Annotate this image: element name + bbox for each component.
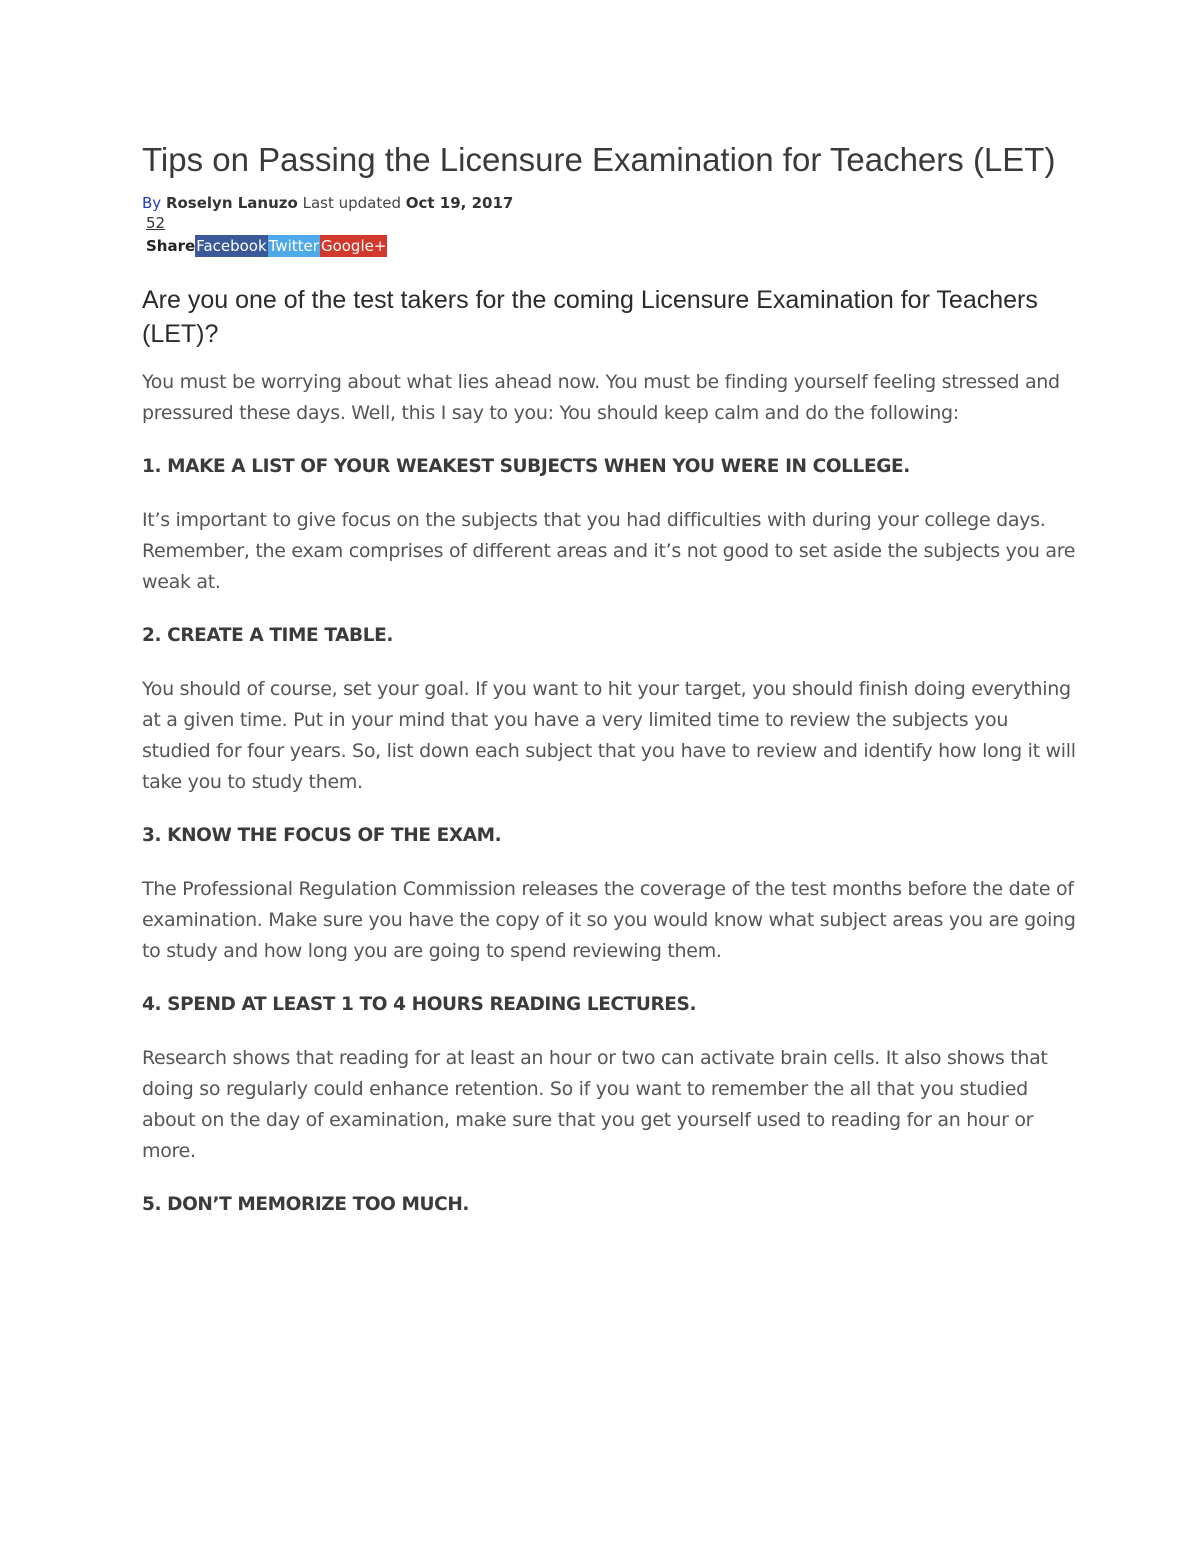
comments-count-link[interactable]: 52 (146, 214, 166, 232)
section-body-4: Research shows that reading for at least an hour or two can activate brain cells. It also shows that doing so regularly could enhance retention. So if you want to remember the all that you studied about on the day of examination, make sure that you get yourself used to reading for an hour or more. (142, 1047, 1048, 1162)
article-title: Tips on Passing the Licensure Examination for Teachers (LET) (142, 141, 1056, 178)
section-heading-2: 2. CREATE A TIME TABLE. (142, 625, 393, 646)
intro-paragraph: You must be worrying about what lies ahead now. You must be finding yourself feeling stressed and pressured these days. Well, this I say to you: You should keep calm and do the following: (142, 371, 1060, 424)
share-bar (146, 235, 1082, 257)
document-page (142, 138, 1082, 1219)
section-heading-3: 3. KNOW THE FOCUS OF THE EXAM. (142, 825, 502, 846)
article-subtitle: Are you one of the test takers for the coming Licensure Examination for Teachers (LET)? (142, 286, 1038, 348)
google-plus-share-button[interactable]: Google+ (320, 237, 387, 255)
section-body-2: You should of course, set your goal. If you want to hit your target, you should finish doing everything at a given time. Put in your mind that you have a very limited time to review the subjects you studied for four years. So, list down each subject that you have to review and identify how long it will take you to study them. (142, 678, 1076, 793)
twitter-share-button[interactable]: Twitter (268, 237, 319, 255)
updated-date: Oct 19, 2017 (405, 194, 514, 212)
section-heading-5: 5. DON’T MEMORIZE TOO MUCH. (142, 1194, 470, 1215)
author-name[interactable]: Roselyn Lanuzo (165, 194, 298, 212)
section-body-3: The Professional Regulation Commission releases the coverage of the test months before the date of examination. Make sure you have the copy of it so you would know what subject areas you are going to study and how long you are going to spend reviewing them. (142, 878, 1076, 962)
facebook-share-button[interactable]: Facebook (196, 237, 267, 255)
byline (142, 193, 1082, 213)
updated-label: Last updated (302, 194, 401, 212)
share-label: Share (146, 237, 196, 255)
section-heading-1: 1. MAKE A LIST OF YOUR WEAKEST SUBJECTS WHEN YOU WERE IN COLLEGE. (142, 456, 910, 477)
byline-by: By (142, 194, 162, 212)
section-heading-4: 4. SPEND AT LEAST 1 TO 4 HOURS READING LECTURES. (142, 994, 697, 1015)
section-body-1: It’s important to give focus on the subjects that you had difficulties with during your college days. Remember, the exam comprises of different areas and it’s not good to set aside the subjects you are weak at. (142, 509, 1076, 593)
